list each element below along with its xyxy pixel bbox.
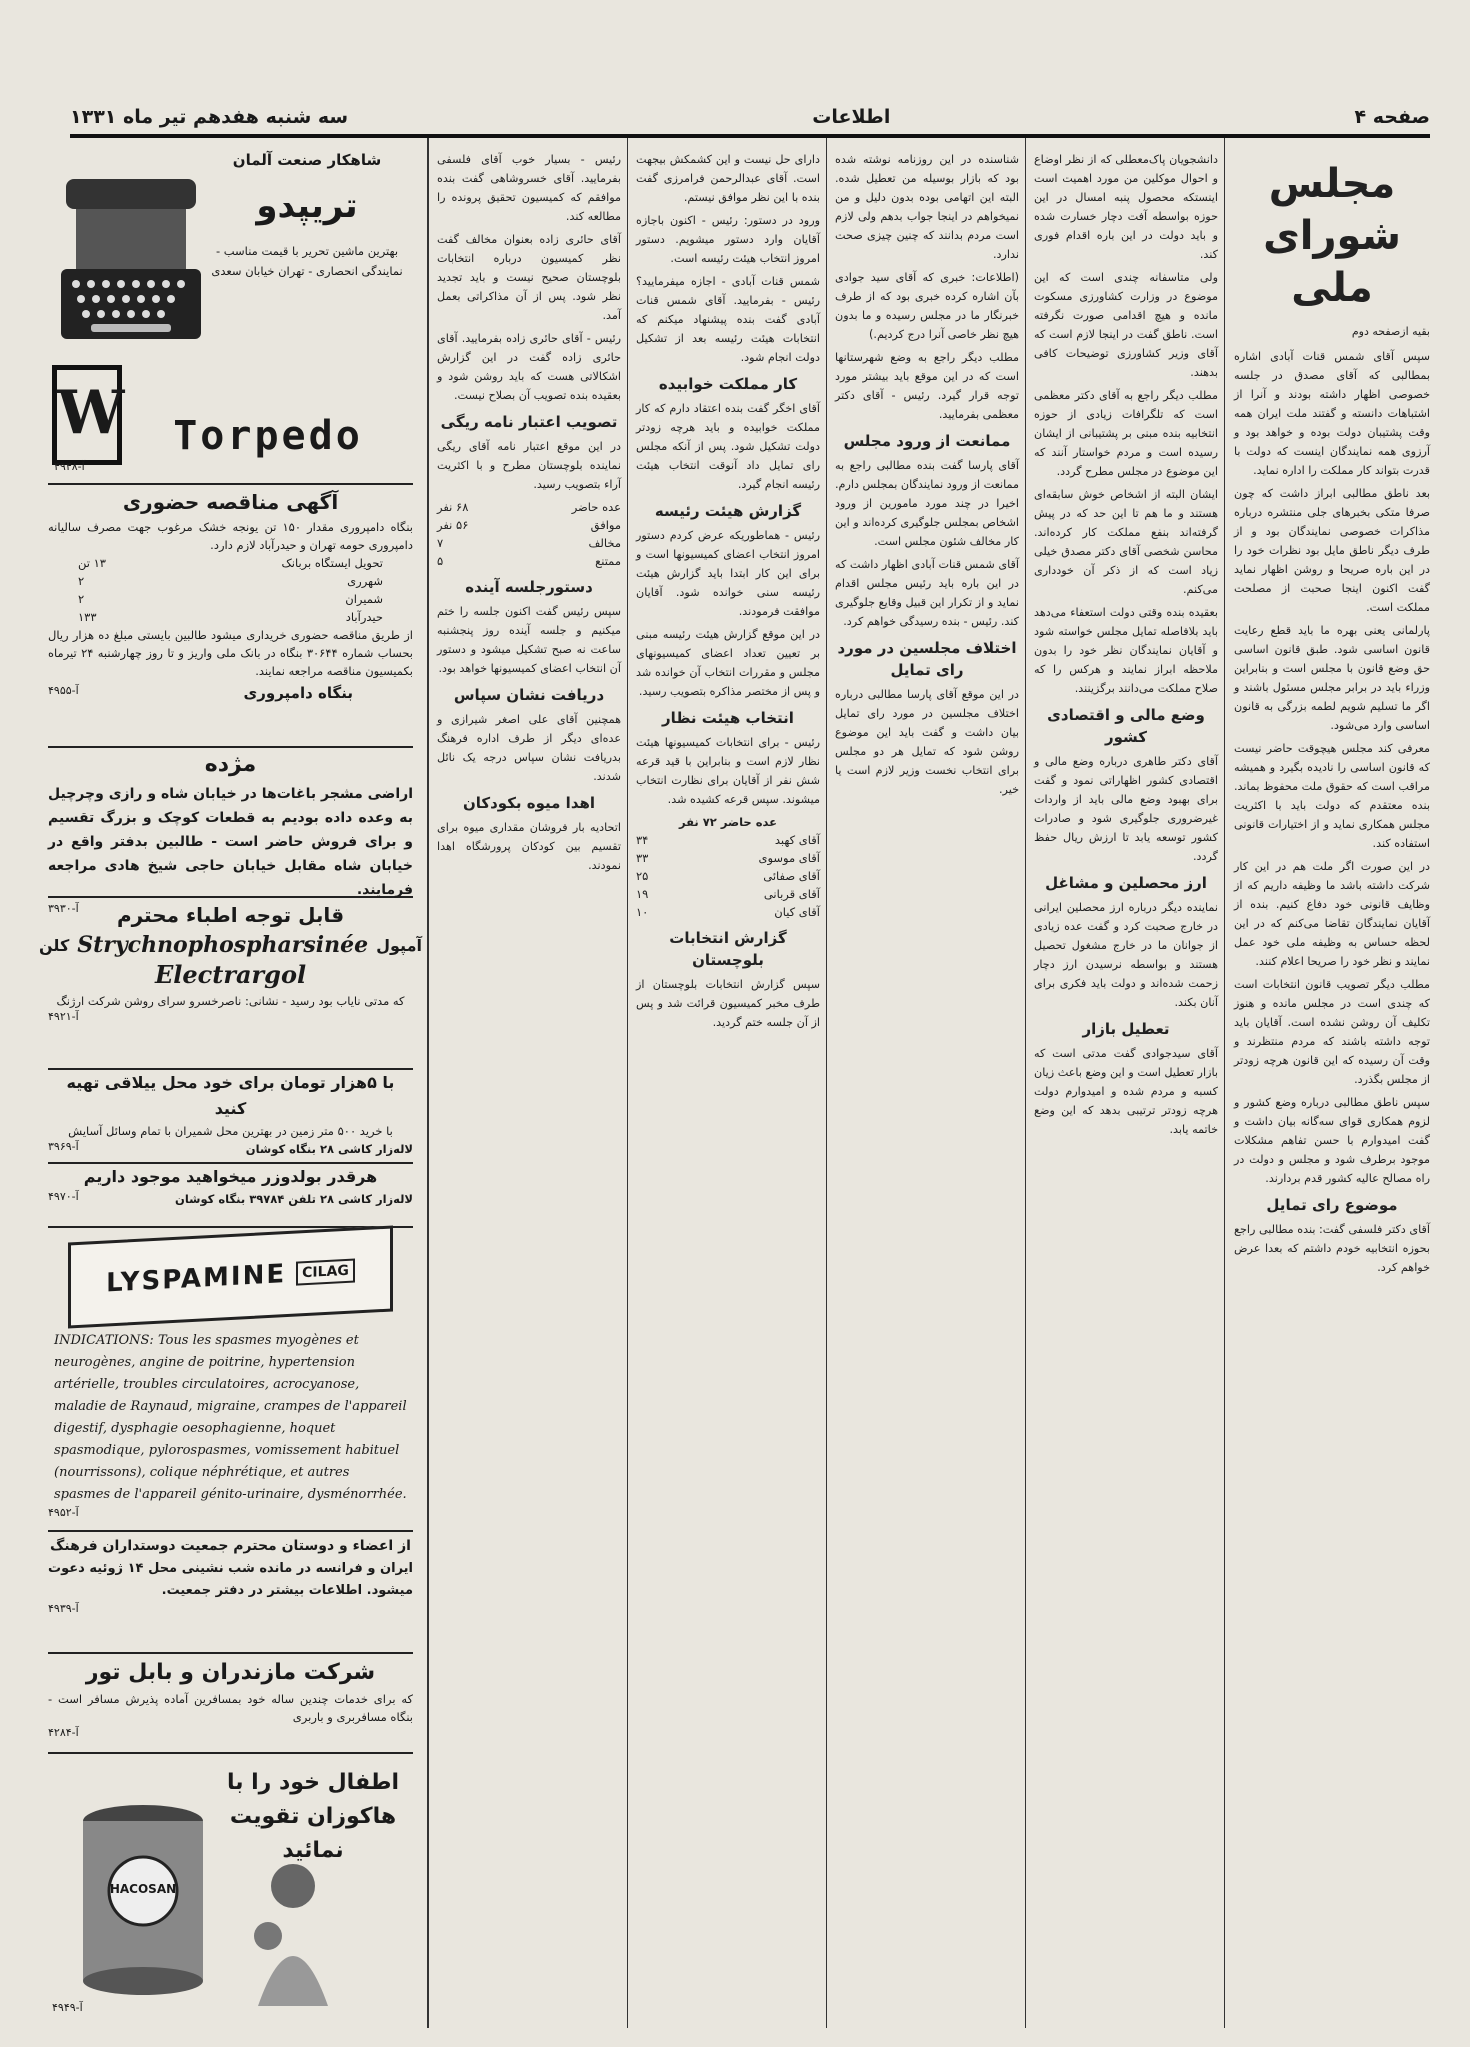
ad-title: اطفال خود را با هاکوزان تقویت نمائید bbox=[226, 1770, 400, 1863]
item-label: مخالف bbox=[588, 536, 621, 550]
lyspamine-ad bbox=[48, 1230, 413, 1532]
item-label: آقای کیان bbox=[774, 905, 820, 919]
typewriter-ad bbox=[48, 145, 413, 485]
ad-body: که برای خدمات چندین ساله خود بمسافرین آماده پذیرش مسافر است - بنگاه مسافربری و باربری bbox=[48, 1692, 413, 1724]
paragraph: آقای شمس قنات آبادی اظهار داشت که در این باره باید رئیس مجلس اقدام نماید و از تکرار این قبیل وقایع جلوگیری کند. رئیس - بنده رسیدگی خواهم کرد. bbox=[835, 558, 1019, 628]
vote-list bbox=[437, 498, 621, 570]
item-value: ۲ bbox=[78, 592, 85, 606]
ad-code: آ-۳۹۳۰ bbox=[48, 902, 79, 915]
paragraph: آقای اخگر گفت بنده اعتقاد دارم که کار مملکت خوابیده و باید هرچه زودتر دولت تشکیل شود. پس از آنکه مجلس رای تمایل داد آنوقت انتخاب هیئت رئیسه انجام گیرد. bbox=[636, 402, 820, 491]
paragraph: آقای پارسا گفت بنده مطالبی راجع به ممانعت از ورود نمایندگان بمجلس دارم. اخیرا در چند مورد مامورین از ورود اشخاص بمجلس جلوگیری کرده‌اند و این کار مخالف شئون مجلس است. bbox=[835, 459, 1019, 548]
ad-code: آ-۴۹۷۰ bbox=[48, 1190, 79, 1203]
ad-product-name: تریپدو bbox=[256, 186, 358, 226]
ad-code: آ-۴۹۴۸ bbox=[54, 460, 85, 473]
ad-title: با ۵هزار تومان برای خود محل ییلاقی تهیه کنید bbox=[66, 1073, 395, 1118]
issue-date: سه شنبه هفدهم تیر ماه ۱۳۳۱ bbox=[70, 106, 349, 128]
item-label: تحویل ایستگاه بربانک bbox=[281, 556, 383, 570]
paragraph: آقای دکتر فلسفی گفت: بنده مطالبی راجع بحوزه انتخابیه خودم داشتم که بعدا عرض خواهم کرد. bbox=[1234, 1223, 1430, 1274]
paragraph: ورود در دستور: رئیس - اکنون باجازه آقایان وارد دستور میشویم. دستور امروز انتخاب هیئت رئیسه است. bbox=[636, 214, 820, 265]
list-item bbox=[437, 516, 621, 534]
vote-total: عده حاضر ۷۲ نفر bbox=[679, 815, 777, 829]
brand-logo: W bbox=[52, 365, 122, 465]
ad-brand: HACOSAN bbox=[109, 1882, 177, 1896]
item-label: عده حاضر bbox=[571, 500, 621, 514]
paragraph: شناسنده در این روزنامه نوشته شده بود که بازار بوسیله من تعطیل شده. البته این اتهامی بوده بدون دلیل و من نمیخواهم در اینجا جواب بدهم ولی لازم است مردم بدانند که چنین چیزی صحت ندارد. bbox=[835, 153, 1019, 261]
ad-code: آ-۴۹۲۱ bbox=[48, 1010, 79, 1023]
vote-list bbox=[636, 831, 820, 921]
ad-code: آ-۴۹۵۵ bbox=[48, 684, 79, 697]
article-column-4 bbox=[636, 150, 820, 2030]
paragraph: همچنین آقای علی اصغر شیرازی و عده‌ای دیگر از طرف اداره فرهنگ بدریافت نشان سپاس درجه یک نائل شدند. bbox=[437, 713, 621, 783]
column-divider bbox=[1025, 138, 1026, 2028]
column-divider bbox=[826, 138, 827, 2028]
article-column-1 bbox=[1234, 150, 1430, 2030]
item-value: ۲ bbox=[78, 574, 85, 588]
ad-title: مژده bbox=[204, 752, 257, 777]
section-heading: کار مملکت خوابیده bbox=[658, 375, 798, 393]
item-value: ۲۵ bbox=[636, 869, 649, 883]
list-item bbox=[437, 552, 621, 570]
item-value: ۱۰ bbox=[636, 905, 649, 919]
list-item bbox=[636, 903, 820, 921]
item-label: آقای صفائی bbox=[763, 869, 820, 883]
ad-brand: LYSPAMINE bbox=[106, 1259, 287, 1299]
item-value: ۳۳ bbox=[636, 851, 649, 865]
mother-child-icon bbox=[238, 1856, 348, 2006]
section-heading: اختلاف مجلسین در مورد رای تمایل bbox=[837, 639, 1017, 679]
list-item bbox=[437, 534, 621, 552]
paragraph: مطلب دیگر راجع به آقای دکتر معظمی است که تلگرافات زیادی از حوزه انتخابیه بنده مبنی بر پشتیبانی از ایشان رسیده است و مردم خواستار آنند که این موضوع در مجلس مطرح گردد. bbox=[1034, 389, 1218, 478]
paragraph: بعد ناطق مطالبی ابراز داشت که چون صرفا متکی بخبرهای جلی منتشره درباره مذاکرات خصوصی نمایندگان بود و از طرف دیگر ناطق مایل بود نظرات خود را در این باره صریحا و روشن اظهار نماید گفت اکنون اینجا صحبت از مصلحت مملکت است. bbox=[1234, 487, 1430, 614]
column-divider bbox=[627, 138, 628, 2028]
paragraph: رئیس - آقای حائری زاده بفرمایید. آقای حائری زاده گفت در این گزارش اشکالاتی هست که باید روشن شود و بعقیده بنده تصویب آن بصلاح نیست. bbox=[437, 332, 621, 402]
ad-footer-row bbox=[48, 1140, 413, 1158]
drug-name: Electrargol bbox=[154, 960, 307, 989]
item-label: موافق bbox=[590, 518, 621, 532]
tender-table bbox=[48, 554, 413, 626]
paragraph: دارای حل نیست و این کشمکش بیجهت است. آقای عبدالرحمن فرامرزی گفت بنده با این نظر موافق نیستم. bbox=[636, 153, 820, 204]
paragraph: نماینده دیگر درباره ارز محصلین ایرانی در خارج صحبت کرد و گفت عده زیادی از جوانان ما در خارج مشغول تحصیل هستند و بواسطه نرسیدن ارز دچار زحمت شده‌اند و دولت باید فکری برای آنان بکند. bbox=[1034, 901, 1218, 1009]
section-heading: انتخاب هیئت نظار bbox=[662, 709, 794, 727]
paragraph: سپس گزارش انتخابات بلوچستان از طرف مخبر کمیسیون قرائت شد و پس از آن جلسه ختم گردید. bbox=[636, 978, 820, 1029]
ad-title: شرکت مازندران و بابل تور bbox=[85, 1660, 376, 1685]
paragraph: بعقیده بنده وقتی دولت استعفاء می‌دهد باید بلافاصله تمایل مجلس خواسته شود و آقایان نمایندگان نظر خود را بدون ملاحظه ابراز نمایند و هرکس را که صلاح مملکت می‌دانند برگزینند. bbox=[1034, 606, 1218, 695]
list-item bbox=[636, 885, 820, 903]
section-heading: ارز محصلین و مشاغل bbox=[1045, 874, 1207, 892]
drug-suffix: کلن bbox=[39, 935, 70, 955]
item-label: آقای کهبد bbox=[774, 833, 820, 847]
typewriter-icon bbox=[56, 159, 206, 359]
ad-footer: بنگاه دامپروری bbox=[243, 684, 353, 702]
tonic-can-icon bbox=[68, 1796, 218, 1996]
paragraph: آقای حائری زاده بعنوان مخالف گفت نظر کمیسیون درباره انتخابات بلوچستان صحیح نیست و باید تجدید نظر شود. پس از آن مذاکراتی بعمل آمد. bbox=[437, 233, 621, 322]
section-heading: وضع مالی و اقتصادی کشور bbox=[1047, 706, 1205, 746]
paragraph: سپس آقای شمس قنات آبادی اشاره بمطالبی که آقای مصدق در جلسه خصوصی اظهار داشته بودند و آنرا از اشتباهات دانسته و گفتند ملت ایران همه وقت پشتیبان دولت بوده و خواهد بود و آرزوی همه نمایندگان اینست که دولت با قدرت بتواند کار مملکت را اداره نماید. bbox=[1234, 350, 1430, 477]
ad-body: ایران و فرانسه در مانده شب نشینی محل ۱۴ ژوئیه دعوت میشود. اطلاعات بیشتر در دفتر جمعیت. bbox=[48, 1561, 413, 1598]
ad-slogan: شاهکار صنعت آلمان bbox=[232, 151, 382, 169]
section-heading: ممانعت از ورود مجلس bbox=[843, 432, 1011, 450]
typewriter-ad-text bbox=[207, 151, 407, 281]
section-heading: تعطیل بازار bbox=[1082, 1020, 1170, 1038]
product-box bbox=[68, 1225, 393, 1328]
ad-body: لاله‌زار کاشی ۲۸ تلفن ۳۹۷۸۴ بنگاه کوشان bbox=[175, 1192, 413, 1206]
section-heading: گزارش هیئت رئیسه bbox=[654, 502, 802, 520]
paragraph: در این موقع اعتبار نامه آقای ریگی نماینده بلوچستان مطرح و با اکثریت آراء بتصویب رسید. bbox=[437, 440, 621, 491]
paragraph: رئیس - هماطوریکه عرض کردم دستور امروز انتخاب اعضای کمیسیونها است و برای این کار ابتدا باید گزارش هیئت رئیسه سنی خوانده شود. آقایان موافقت فرمودند. bbox=[636, 529, 820, 618]
item-label: حیدرآباد bbox=[345, 610, 383, 624]
article-column-2 bbox=[1034, 150, 1218, 2030]
paragraph: آقای دکتر طاهری درباره وضع مالی و اقتصادی کشور اظهاراتی نمود و گفت برای بهبود وضع مالی باید از واردات غیرضروری جلوگیری شود و صادرات کشور توسعه یابد تا ارزش ریال حفظ گردد. bbox=[1034, 755, 1218, 863]
paragraph: آقای سیدجوادی گفت مدتی است که بازار تعطیل است و این وضع باعث زیان کسبه و مردم شده و امیدوارم دولت هرچه زودتر ترتیبی بدهد که این وضع خاتمه یابد. bbox=[1034, 1047, 1218, 1136]
paragraph: سپس ناطق مطالبی درباره وضع کشور و لزوم همکاری قوای سه‌گانه بیان داشت و گفت امیدوارم با حسن تفاهم مشکلات موجود برطرف شود و مجلس و دولت در راه مصالح عالیه کشور قدم بردارند. bbox=[1234, 1096, 1430, 1185]
ad-body: با خرید ۵۰۰ متر زمین در بهترین محل شمیران با تمام وسائل آسایش bbox=[68, 1124, 393, 1138]
bulldozer-ad bbox=[48, 1164, 413, 1228]
tonic-ad bbox=[48, 1756, 413, 2026]
ad-description: بهترین ماشین تحریر با قیمت مناسب - نمایندگی انحصاری - تهران خیابان سعدی bbox=[211, 244, 403, 278]
ad-brand: Torpedo bbox=[173, 413, 363, 459]
item-value: ۶۸ نفر bbox=[437, 500, 469, 514]
ad-body: اراضی مشجر باغات‌ها در خیابان شاه و رازی وچرچیل به وعده داده بودیم به قطعات کوچک و بزرگ تقسیم و برای فروش حاضر است - طالبین بدفتر واقع در خیابان شاه مقابل خیابان حاجی شیخ هادی مراجعه فرمایند. bbox=[48, 786, 413, 898]
article-column-3 bbox=[835, 150, 1019, 2030]
item-value: ۱۳ تن bbox=[78, 556, 106, 570]
paragraph: در این موقع آقای پارسا مطالبی درباره اختلاف مجلسین در مورد رای تمایل بیان داشت و گفت باید این موضوع روشن شود که تمایل هر دو مجلس برای انتخاب نخست وزیر لازم است یا خیر. bbox=[835, 688, 1019, 796]
housing-ad bbox=[48, 1070, 413, 1164]
item-value: ۷ bbox=[437, 536, 444, 550]
paragraph: رئیس - بسیار خوب آقای فلسفی بفرمایید. آقای خسروشاهی گفت بنده موافقم که کمیسیون تحقیق پرونده را مطالعه کند. bbox=[437, 153, 621, 223]
item-value: ۱۳۳ bbox=[78, 610, 97, 624]
paragraph: ایشان البته از اشخاص خوش سابقه‌ای هستند و ما هم تا این حد که در پیش گرفته‌اند بنفع مملکت کار کرده‌اند. محاسن شخصی آقای دکتر مصدق خیلی زیاد است که از ذکر آن خودداری می‌کنم. bbox=[1034, 488, 1218, 596]
list-item bbox=[78, 554, 383, 572]
ad-code: آ-۳۹۶۹ bbox=[48, 1140, 79, 1153]
ad-title: قابل توجه اطباء محترم bbox=[116, 903, 345, 927]
section-heading: اهدا میوه بکودکان bbox=[462, 794, 596, 812]
paragraph: در این صورت اگر ملت هم در این کار شرکت داشته باشد ما وظیفه داریم که از وظایف قانونی خود دفاع کنیم. بنده از آقایان نمایندگان تقاضا می‌کنم که در این لحظه حساس به وظیفه ملی خود عمل نمایند و نظر خود را صریحا اعلام کنند. bbox=[1234, 860, 1430, 968]
section-heading: دریافت نشان سپاس bbox=[453, 686, 605, 704]
ad-title: هرقدر بولدوزر میخواهید موجود داریم bbox=[83, 1167, 378, 1186]
header-rule bbox=[70, 134, 1430, 138]
ad-footer: لاله‌زار کاشی ۲۸ بنگاه کوشان bbox=[245, 1142, 413, 1156]
paragraph: پارلمانی یعنی بهره ما باید قطع رعایت قانون اساسی شود. طبق قانون اساسی حق وضع قانون با مجلس است و بنابراین وزراء باید در برابر مجلس مسئول باشند و اگر ما تسلیم شویم لطمه بزرگی به قانون اساسی وارد می‌شود. bbox=[1234, 624, 1430, 732]
paragraph: مطلب دیگر راجع به وضع شهرستانها است که در این موقع باید بیشتر مورد توجه قرار گیرد. رئیس - آقای دکتر معظمی بفرمایید. bbox=[835, 351, 1019, 421]
drug-prefix: آمپول bbox=[376, 935, 422, 955]
shipping-ad bbox=[48, 1656, 413, 1754]
paper-name: اطلاعات bbox=[812, 106, 891, 128]
medicine-ad bbox=[39, 898, 422, 1070]
list-item bbox=[636, 867, 820, 885]
paragraph: ولی متاسفانه چندی است که این موضوع در وزارت کشاورزی مسکوت مانده و هیچ اقدامی صورت نگرفته است. ناطق گفت در اینجا لازم است که آقای وزیر کشاورزی توضیحات کافی بدهند. bbox=[1034, 271, 1218, 379]
item-value: ۵۶ نفر bbox=[437, 518, 469, 532]
paragraph: (اطلاعات: خبری که آقای سید جوادی بآن اشاره کرده خبری بود که از طرف خبرنگار ما در مجلس رسیده و ما بدون هیچ نظر خاصی آنرا درج کردیم.) bbox=[835, 271, 1019, 341]
column-divider bbox=[1224, 138, 1225, 2028]
item-label: آقای قربانی bbox=[763, 887, 820, 901]
page-label: صفحه ۴ bbox=[1354, 106, 1430, 128]
paragraph: دانشجویان پاک‌معطلی که از نظر اوضاع و احوال موکلین من مورد اهمیت است اینستکه محصول پنبه امسال در این حوزه بواسطه آفت دچار خسارت شده و باید دولت در این باره اقدام فوری کند. bbox=[1034, 153, 1218, 261]
masthead bbox=[70, 96, 1430, 138]
section-heading: موضوع رای تمایل bbox=[1266, 1196, 1398, 1214]
paragraph: معرفی کند مجلس هیچوقت حاضر نیست که قانون اساسی را نادیده بگیرد و همیشه مراقب است که حقوق ملت محفوظ بماند. بنده معتقدم که دولت باید با اکثریت مجلس همکاری نماید و از اختیارات قانونی استفاده کند. bbox=[1234, 742, 1430, 850]
list-item bbox=[78, 608, 383, 626]
list-item bbox=[437, 498, 621, 516]
drug-row bbox=[39, 932, 422, 958]
ad-maker: CILAG bbox=[296, 1258, 355, 1285]
ad-title: آگهی مناقصه حضوری bbox=[122, 490, 339, 514]
item-label: آقای موسوی bbox=[758, 851, 820, 865]
ad-code: آ-۴۹۵۲ bbox=[48, 1506, 79, 1519]
item-label: شهرری bbox=[347, 574, 383, 588]
ad-footer-row bbox=[48, 684, 413, 702]
section-heading: دستورجلسه آینده bbox=[465, 578, 593, 596]
ad-code: آ-۴۲۸۴ bbox=[48, 1726, 79, 1739]
column-divider bbox=[427, 138, 429, 2028]
ad-title: از اعضاء و دوستان محترم جمعیت دوستداران فرهنگ bbox=[50, 1538, 411, 1554]
section-heading: تصویب اعتبار نامه ریگی bbox=[440, 413, 618, 431]
paragraph: در این موقع گزارش هیئت رئیسه مبنی بر تعیین تعداد اعضای کمیسیونهای مجلس و مقررات انتخاب آن خوانده شد و پس از مختصر مذاکره بتصویب رسید. bbox=[636, 628, 820, 698]
ad-body: از طریق مناقصه حضوری خریداری میشود طالبین بایستی مبلغ ده هزار ریال بحساب شماره ۳۰۶۴۴ بنگاه در بانک ملی واریز و تا روز چهارشنبه ۲۴ تیرماه بکمیسیون مناقصه مراجعه نمایند. bbox=[48, 628, 413, 678]
paragraph: رئیس - برای انتخابات کمیسیونها هیئت نظار لازم است و بنابراین با قید قرعه شش نفر از آقایان برای نظارت انتخاب میشوند. سپس قرعه کشیده شد. bbox=[636, 736, 820, 806]
item-label: شمیران bbox=[345, 592, 383, 606]
item-value: ۵ bbox=[437, 554, 444, 568]
tender-ad bbox=[48, 486, 413, 748]
paragraph: مطلب دیگر تصویب قانون انتخابات است که چندی است در مجلس مانده و هنوز تکلیف آن روشن نشده است. آقایان باید توجه داشته باشند که مردم منتظرند و وقت آن رسیده که این قانون هرچه زودتر از مجلس بگذرد. bbox=[1234, 978, 1430, 1086]
ad-code: آ-۴۹۴۹ bbox=[52, 2001, 83, 2014]
list-item bbox=[636, 849, 820, 867]
item-value: ۳۴ bbox=[636, 833, 649, 847]
article-title: مجلس شورای ملی bbox=[1263, 161, 1401, 311]
list-item bbox=[636, 831, 820, 849]
paragraph: اتحادیه بار فروشان مقداری میوه برای تقسیم بین کودکان پرورشگاه اهدا نمودند. bbox=[437, 821, 621, 872]
ad-body: که مدتی نایاب بود رسید - نشانی: ناصرخسرو سرای روشن شرکت ارژنگ bbox=[56, 994, 405, 1008]
list-item bbox=[78, 572, 383, 590]
continuation-note: بقیه ازصفحه دوم bbox=[1351, 325, 1430, 338]
item-value: ۱۹ bbox=[636, 887, 649, 901]
paragraph: شمس قنات آبادی - اجازه میفرمایید؟ رئیس - بفرمایید. آقای شمس قنات آبادی گفت بنده پیشنهاد میکنم که انتخابات هیئت رئیسه بعد از تشکیل دولت انجام شود. bbox=[636, 275, 820, 364]
paragraph: سپس رئیس گفت اکنون جلسه را ختم میکنیم و جلسه آینده روز پنجشنبه ساعت نه صبح تشکیل میشود و دستور آن انتخاب اعضای کمیسیونها خواهد بود. bbox=[437, 605, 621, 675]
ad-body: بنگاه دامپروری مقدار ۱۵۰ تن یونجه خشک مرغوب جهت مصرف سالیانه دامپروری حومه تهران و حیدرآباد لازم دارد. bbox=[48, 520, 413, 552]
ad-code: آ-۴۹۳۹ bbox=[48, 1602, 79, 1615]
ad-body: INDICATIONS: Tous les spasmes myogènes et neurogènes, angine de poitrine, hypertension artérielle, troubles circulatoires, acrocyanose, maladie de Raynaud, migraine, crampes de l'appareil digestif, dysphagie oesophagienne, hoquet spasmodique, pylorospasmes, vomissement habituel (nourrissons), colique néphrétique, et autres spasmes de l'appareil génito-urinaire, dysménorrhée. bbox=[54, 1333, 407, 1502]
article-column-5 bbox=[437, 150, 621, 2030]
item-label: ممتنع bbox=[595, 554, 621, 568]
section-heading: گزارش انتخابات بلوچستان bbox=[669, 929, 787, 969]
ad-footer-row bbox=[48, 1190, 413, 1208]
culture-ad bbox=[48, 1534, 413, 1654]
list-item bbox=[78, 590, 383, 608]
drug-name: Strychnophospharsinée bbox=[77, 932, 369, 958]
